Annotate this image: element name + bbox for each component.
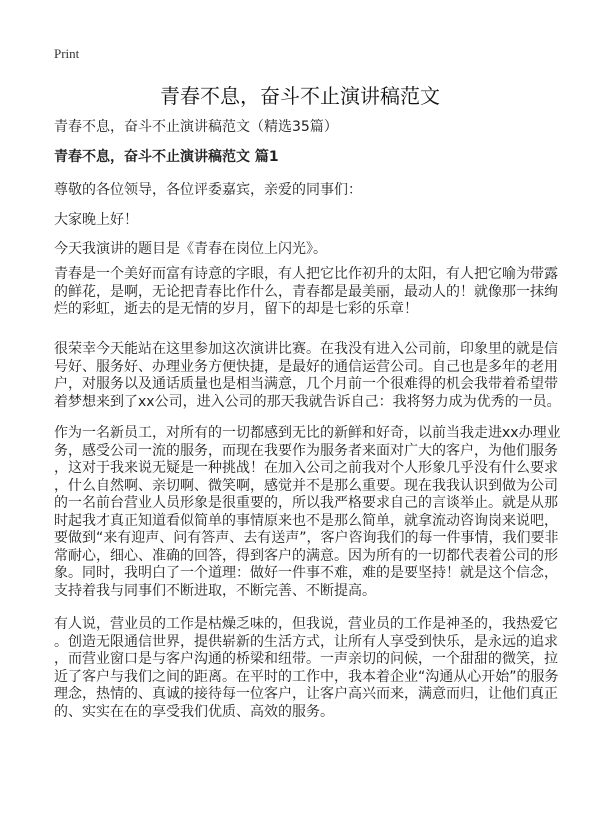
paragraph bbox=[54, 425, 561, 600]
paragraph-line: ，而营业窗口是与客户沟通的桥梁和纽带。一声亲切的问候，一个甜甜的微笑，拉 bbox=[54, 651, 558, 667]
page-title: 青春不息，奋斗不止演讲稿范文 bbox=[160, 84, 440, 108]
paragraph-line: 户，对服务以及通话质量也是相当满意，几个月前一个很难得的机会我带着希望带 bbox=[54, 376, 558, 392]
paragraph-line: 烂的彩虹，逝去的是无情的岁月，留下的却是七彩的乐章！ bbox=[54, 301, 418, 317]
paragraph bbox=[54, 616, 559, 721]
greeting: 大家晚上好！ bbox=[54, 212, 138, 228]
paragraph-line: 象。同时，我明白了一个道理：做好一件事不难，难的是要坚持！就是这个信念， bbox=[54, 565, 558, 581]
paragraph-line: 要做到“来有迎声、问有答声、去有送声”，客户咨询我们的每一件事情，我们要非 bbox=[54, 530, 559, 546]
paragraph-line: 号好、服务好、办理业务方便快捷，是最好的通信运营公司。自己也是多年的老用 bbox=[54, 358, 558, 375]
paragraph-line: 青春是一个美好而富有诗意的字眼，有人把它比作初升的太阳，有人把它喻为带露 bbox=[54, 266, 558, 282]
salutation: 尊敬的各位领导，各位评委嘉宾，亲爱的同事们： bbox=[54, 182, 362, 198]
print-link[interactable]: Print bbox=[54, 46, 80, 61]
paragraph-line: 着梦想来到了xx公司，进入公司的那天我就告诉自己：我将努力成为优秀的一员。 bbox=[54, 393, 561, 410]
paragraph bbox=[54, 341, 561, 411]
paragraph-line: 的、实实在在的享受我们优质、高效的服务。 bbox=[54, 703, 334, 720]
paragraph-line: 很荣幸今天能站在这里参加这次演讲比赛。在我没有进入公司前，印象里的就是信 bbox=[54, 341, 558, 357]
section-heading: 青春不息，奋斗不止演讲稿范文 篇1 bbox=[54, 149, 279, 165]
document-subtitle: 青春不息，奋斗不止演讲稿范文（精选35篇） bbox=[54, 119, 338, 135]
paragraph-line: 务，感受公司一流的服务，而现在我要作为服务者来面对广大的客户，为他们服务 bbox=[54, 442, 558, 459]
paragraph-line: 近了客户与我们之间的距离。在平时的工作中，我本着企业“沟通从心开始”的服务 bbox=[54, 668, 559, 685]
paragraph-line: ，这对于我来说无疑是一种挑战！在加入公司之前我对个人形象几乎没有什么要求 bbox=[54, 460, 558, 476]
paragraph-line: 作为一名新员工，对所有的一切都感到无比的新鲜和好奇，以前当我走进xx办理业 bbox=[54, 425, 561, 441]
paragraph-line: 。创造无限通信世界，提供崭新的生活方式，让所有人享受到快乐，是永远的追求 bbox=[54, 633, 558, 650]
paragraph-line: 理念，热情的、真诚的接待每一位客户，让客户高兴而来，满意而归，让他们真正 bbox=[54, 686, 558, 702]
speech-topic: 今天我演讲的题目是《青春在岗位上闪光》。 bbox=[54, 241, 327, 257]
paragraph-line: ，什么自然啊、亲切啊、微笑啊，感觉并不是那么重要。现在我我认识到做为公司 bbox=[54, 477, 558, 494]
paragraph-line: 支持着我与同事们不断进取，不断完善、不断提高。 bbox=[54, 582, 376, 599]
paragraph-line: 的鲜花，是啊，无论把青春比作什么，青春都是最美丽，最动人的！就像那一抹绚 bbox=[54, 283, 558, 300]
paragraph-line: 常耐心，细心、准确的回答，得到客户的满意。因为所有的一切都代表着公司的形 bbox=[54, 547, 558, 564]
paragraph bbox=[54, 266, 558, 319]
paragraph-line: 的一名前台营业人员形象是很重要的，所以我严格要求自己的言谈举止。就是从那 bbox=[54, 495, 558, 511]
paragraph-line: 时起我才真正知道看似简单的事情原来也不是那么简单，就拿流动咨询岗来说吧， bbox=[54, 512, 558, 529]
paragraph-line: 有人说，营业员的工作是枯燥乏味的，但我说，营业员的工作是神圣的，我热爱它 bbox=[54, 616, 558, 632]
